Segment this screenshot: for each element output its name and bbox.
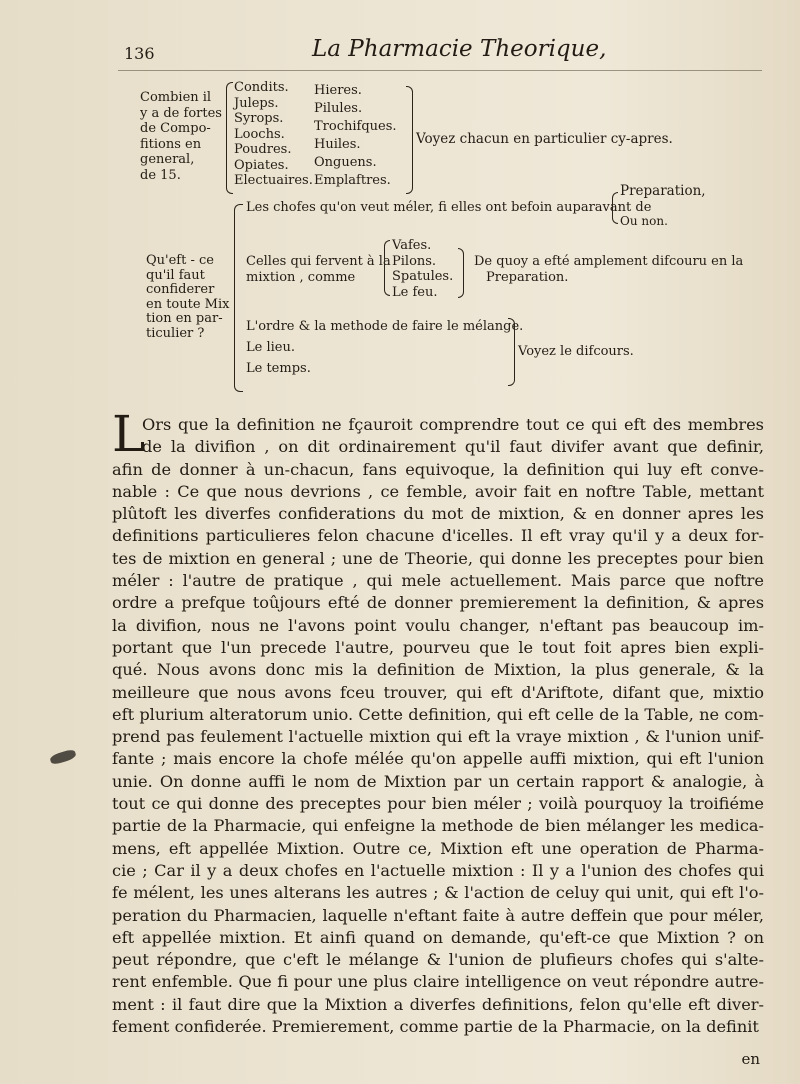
table1-item: Poudres. — [234, 142, 292, 157]
body-line: ordre a prefque toûjours efté de donner premierement la definition, & apres — [112, 593, 764, 613]
body-line: partie de la Pharmacie, qui enfeigne la methode de bien mélanger les medica- — [112, 816, 764, 836]
table1-lead-line: Combien il — [140, 90, 212, 105]
table2-lead-line: en toute Mix — [146, 296, 230, 312]
table2-row2-note — [474, 254, 743, 285]
table1-lead-line: de Compo- — [140, 121, 211, 136]
body-line: eft plurium alteratorum unio. Cette definition, qui eft celle de la Table, ne com- — [112, 704, 764, 724]
body-line: mens, eft appellée Mixtion. Outre ce, Mixtion eft une operation de Pharma- — [112, 838, 764, 858]
table2-row2-brace — [384, 240, 390, 296]
drop-cap: L — [112, 405, 146, 463]
table1-col1 — [234, 80, 313, 189]
table1-col2 — [314, 82, 397, 190]
table1-close-brace — [406, 86, 413, 194]
table1-item: Hieres. — [314, 83, 362, 98]
body-line: prend pas feulement l'actuelle mixtion qui eft la vraye mixtion , & l'union unif- — [112, 727, 764, 747]
table1-lead-line: fitions en — [140, 136, 202, 152]
table2-row3-note: Voyez le difcours. — [518, 344, 634, 359]
table1-item: Juleps. — [234, 95, 279, 111]
table2-item: Spatules. — [392, 269, 454, 284]
body-line: tout ce qui donne des preceptes pour bien méler ; voilà pourquoy la troifiéme — [112, 794, 764, 814]
table1-brace — [226, 82, 233, 194]
table2-note-line: Preparation. — [486, 269, 569, 285]
table2-row2-label — [246, 254, 391, 285]
table2-lead — [146, 254, 229, 341]
body-line: peration du Pharmacien, laquelle n'eftant faite à autre deffein que pour méler, — [112, 905, 764, 925]
table2-lead-line: tion en par- — [146, 311, 223, 326]
table2-brace — [234, 204, 243, 392]
table2-row1-brace — [612, 192, 618, 224]
table1-item: Emplaftres. — [314, 173, 391, 188]
catchword: en — [741, 1050, 760, 1068]
body-line: eft appellée mixtion. Et ainfi quand on demande, qu'eft-ce que Mixtion ? on — [112, 927, 764, 947]
table1-item: Opiates. — [234, 157, 289, 173]
table2-row3 — [246, 316, 523, 379]
table1-lead — [140, 90, 222, 183]
body-line: meilleure que nous avons fceu trouver, qui eft d'Ariftote, difant que, mixtio — [112, 682, 764, 702]
body-line: qué. Nous avons donc mis la definition de Mixtion, la plus generale, & la — [112, 660, 764, 680]
body-line: fante ; mais encore la chofe mélée qu'on appelle auffi mixtion, qui eft l'union — [112, 749, 764, 769]
table1-item: Condits. — [234, 80, 289, 95]
table1-lead-line: y a de fortes — [140, 105, 222, 121]
body-line: fement confiderée. Premierement, comme partie de la Pharmacie, on la definit — [112, 1017, 759, 1037]
body-text — [112, 405, 764, 1038]
body-line: cie ; Car il y a deux chofes en l'actuelle mixtion : Il y a l'union des chofes qui — [112, 860, 764, 880]
body-line: plûtoft les diverfes confiderations du mot de mixtion, & en donner apres les — [112, 504, 764, 524]
table2-option: Ou non. — [620, 214, 668, 228]
table1-item: Loochs. — [234, 126, 285, 142]
table1-item: Electuaires. — [234, 173, 313, 188]
table2-row3-brace — [508, 318, 515, 386]
body-line: fe mélent, les unes alterans les autres ; & l'action de celuy qui unit, qui eft l'o- — [112, 883, 764, 903]
header-rule — [118, 70, 762, 71]
body-line: de la divifion , on dit ordinairement qu'il faut divifer avant que definir, — [142, 437, 764, 457]
body-line: méler : l'autre de pratique , qui mele actuellement. Mais parce que noftre — [112, 571, 764, 591]
body-line: rent enfemble. Que fi pour une plus claire intelligence on veut répondre autre- — [112, 972, 764, 992]
table1-note: Voyez chacun en particulier cy-apres. — [416, 131, 673, 147]
table1-lead-line: de 15. — [140, 167, 181, 183]
body-line: afin de donner à un-chacun, fans equivoque, la definition qui luy eft conve- — [112, 459, 764, 479]
body-line: peut répondre, que c'eft le mélange & l'union de plufieurs chofes qui s'alte- — [112, 950, 764, 970]
table2-row2-items — [392, 238, 453, 300]
table2-lead-line: Qu'eft - ce — [146, 253, 214, 268]
body-line: la divifion, nous ne l'avons point voulu changer, n'eftant pas beaucoup im- — [112, 615, 764, 635]
table2-option: Preparation, — [620, 183, 706, 199]
ink-smudge — [49, 748, 77, 766]
table2-row2-line: mixtion , comme — [246, 269, 356, 285]
body-line: unie. On donne auffi le nom de Mixtion par un certain rapport & analogie, à — [112, 771, 764, 791]
table2-note-line: De quoy a efté amplement difcouru en la — [474, 254, 744, 269]
running-title: La Pharmacie Theorique, — [312, 36, 607, 62]
table1-item: Trochifques. — [314, 119, 397, 134]
table2-row3-line: Le lieu. — [246, 340, 295, 355]
table2-row1: Les chofes qu'on veut méler, fi elles ont befoin auparavant de — [246, 200, 652, 215]
table2-item: Vafes. — [392, 238, 432, 253]
table2-row2-line: Celles qui fervent à la — [246, 254, 391, 269]
page-number: 136 — [124, 44, 155, 63]
table2-lead-line: confiderer — [146, 282, 215, 297]
body-line: tes de mixtion en general ; une de Theorie, qui donne les preceptes pour bien — [112, 548, 764, 568]
table1-item: Pilules. — [314, 101, 363, 116]
table1-item: Huiles. — [314, 137, 361, 152]
table1-lead-line: general, — [140, 152, 195, 167]
table2-row2-close-brace — [458, 248, 464, 298]
table2-item: Pilons. — [392, 253, 437, 269]
table2-lead-line: ticulier ? — [146, 325, 205, 341]
table2-item: Le feu. — [392, 284, 438, 300]
body-line: ment : il faut dire que la Mixtion a diverfes definitions, felon qu'elle eft diver- — [112, 994, 764, 1014]
table1-item: Onguens. — [314, 155, 377, 170]
body-line: definitions particulieres felon chacune d'icelles. Il eft vray qu'il y a deux for- — [112, 526, 764, 546]
table2-row3-line: L'ordre & la methode de faire le mélange. — [246, 319, 524, 334]
table2-lead-line: qu'il faut — [146, 267, 205, 283]
body-line: portant que l'un precede l'autre, pourveu que le tout foit apres bien expli- — [112, 637, 764, 657]
table1-item: Syrops. — [234, 111, 284, 126]
body-line: Ors que la definition ne fçauroit comprendre tout ce qui eft des membres — [142, 415, 764, 434]
table2-row3-line: Le temps. — [246, 361, 311, 376]
body-line: nable : Ce que nous devrions , ce femble, avoir fait en noftre Table, mettant — [112, 481, 764, 501]
